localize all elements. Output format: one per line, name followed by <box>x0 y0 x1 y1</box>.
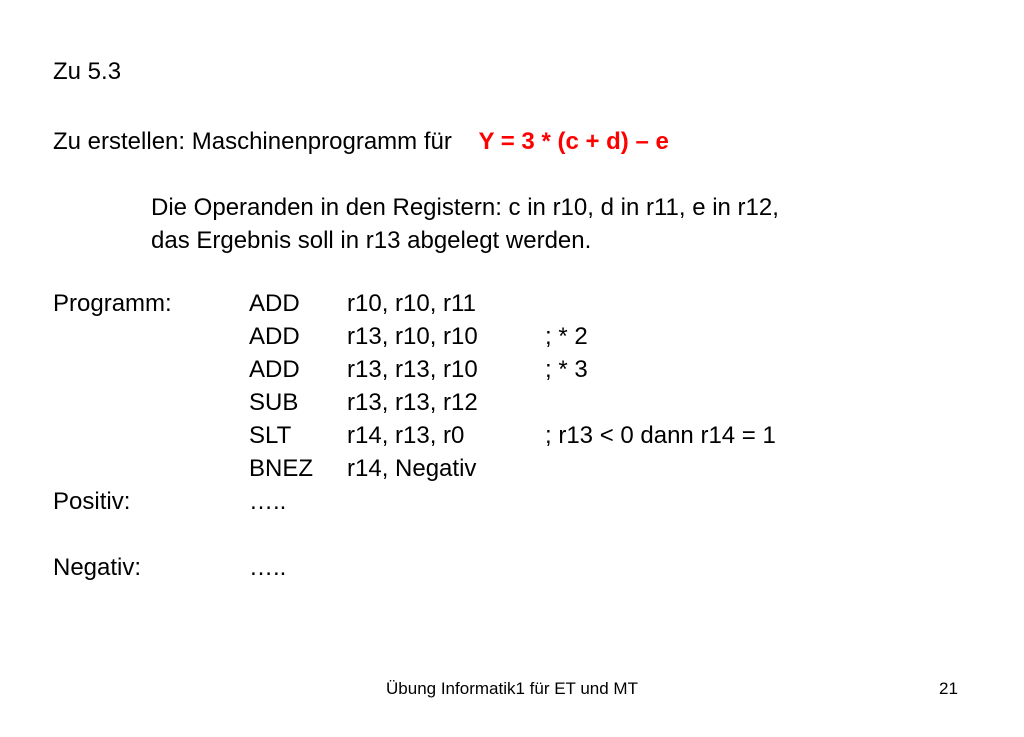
negative-body: ….. <box>249 554 287 581</box>
program-label: Programm: <box>53 290 172 317</box>
instruction-opcode: SUB <box>249 389 299 416</box>
positive-label: Positiv: <box>53 488 131 515</box>
footer-title: Übung Informatik1 für ET und MT <box>386 679 638 698</box>
instruction-operands: r10, r10, r11 <box>347 290 476 317</box>
instruction-operands: r14, Negativ <box>347 455 477 482</box>
instruction-opcode: ADD <box>249 323 300 350</box>
instruction-opcode: BNEZ <box>249 455 314 482</box>
instruction-operands: r13, r10, r10 <box>347 323 478 350</box>
task-prefix: Zu erstellen: Maschinenprogramm für <box>53 128 452 155</box>
positive-body: ….. <box>249 488 287 515</box>
instruction-opcode: ADD <box>249 356 300 383</box>
description-line-1: Die Operanden in den Registern: c in r10, d in r11, e in r12, <box>151 194 779 221</box>
instruction-operands: r13, r13, r10 <box>347 356 478 383</box>
instruction-operands: r14, r13, r0 <box>347 422 465 449</box>
instruction-comment: ; * 2 <box>545 323 588 350</box>
negative-label: Negativ: <box>53 554 142 581</box>
instruction-comment: ; r13 < 0 dann r14 = 1 <box>545 422 776 449</box>
instruction-opcode: ADD <box>249 290 300 317</box>
page-number: 21 <box>939 679 958 698</box>
instruction-operands: r13, r13, r12 <box>347 389 478 416</box>
instruction-opcode: SLT <box>249 422 292 449</box>
task-line <box>53 128 669 156</box>
instruction-comment: ; * 3 <box>545 356 588 383</box>
slide-heading: Zu 5.3 <box>53 58 122 85</box>
description-line-2: das Ergebnis soll in r13 abgelegt werden. <box>151 227 592 254</box>
task-formula: Y = 3 * (c + d) – e <box>478 128 669 155</box>
